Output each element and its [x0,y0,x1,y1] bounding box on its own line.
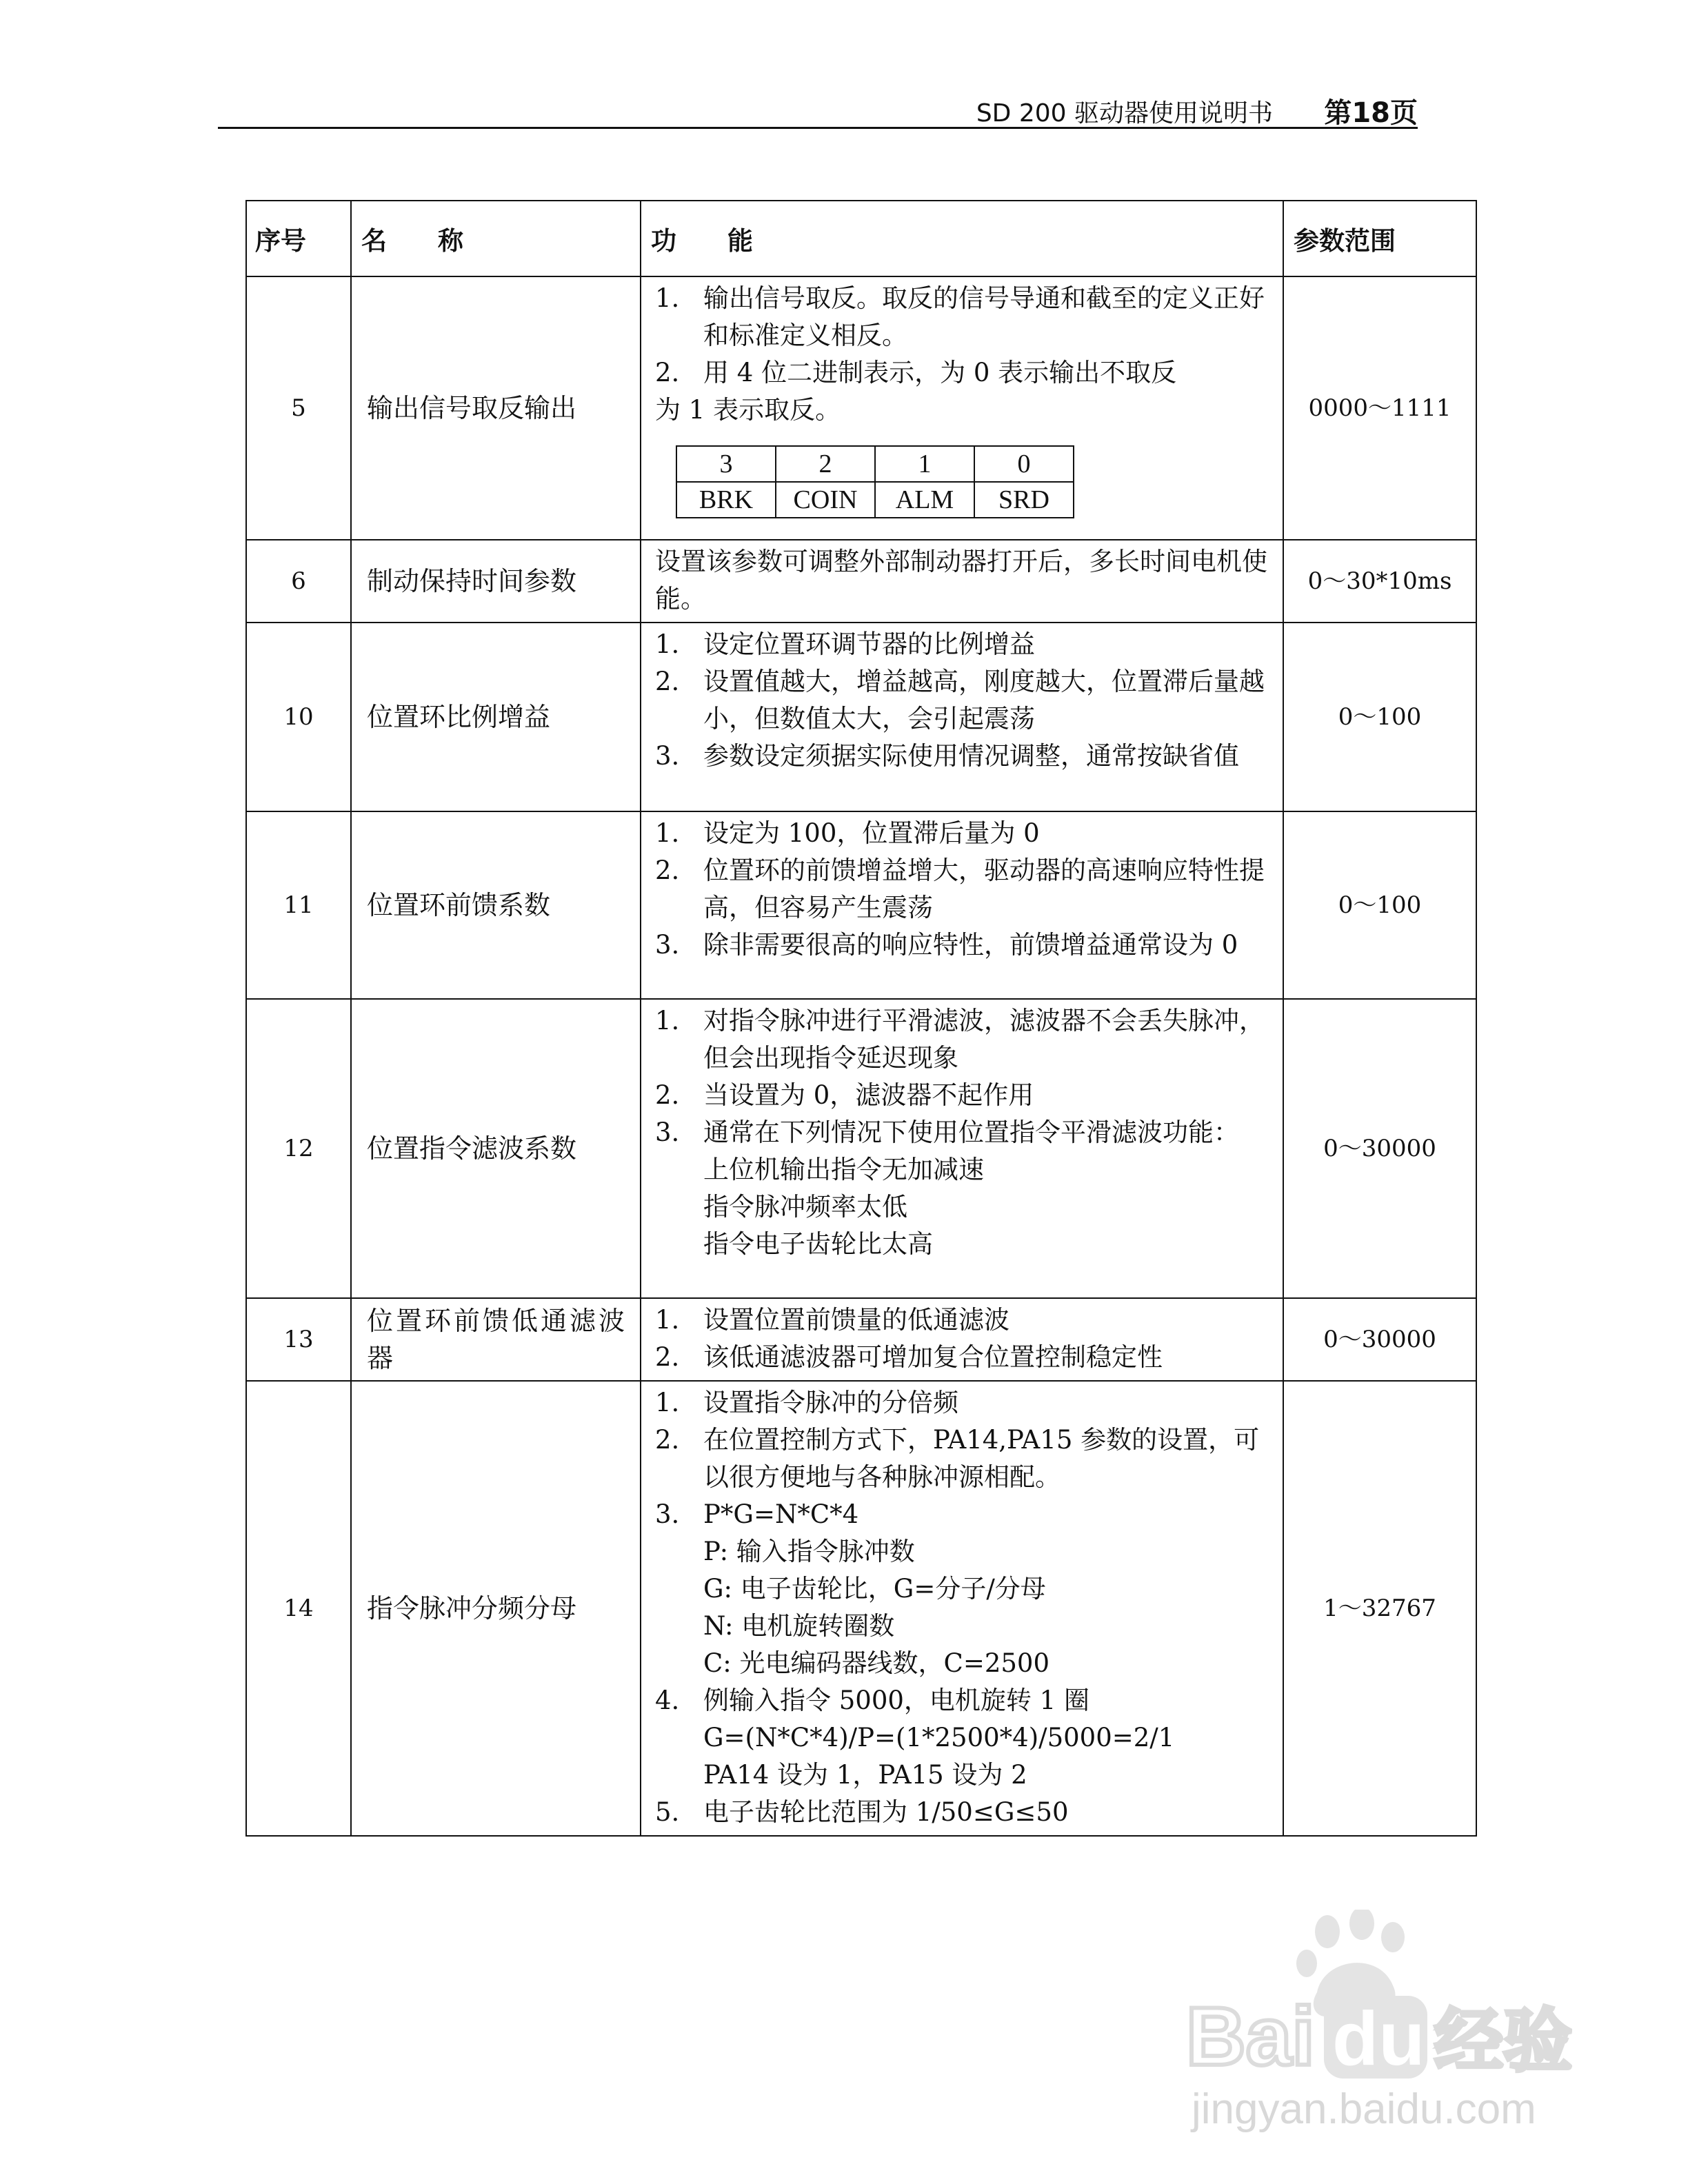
bit-index: 0 [974,446,1074,482]
list-item: 2. 当设置为 0，滤波器不起作用 [655,1080,1034,1110]
page-number: 第18页 [1324,97,1418,129]
sub-line: C: 光电编码器线数，C=2500 [703,1648,1050,1678]
bit-table [676,445,1074,518]
row-name: 位置指令滤波系数 [351,999,641,1298]
row-name: 指令脉冲分频分母 [351,1381,641,1836]
list-item: 1. 对指令脉冲进行平滑滤波，滤波器不会丢失脉冲，但会出现指令延迟现象 [655,1006,1265,1073]
row-range: 0～30*10ms [1283,540,1476,623]
row-function: 设置该参数可调整外部制动器打开后，多长时间电机使能。 [641,540,1283,623]
watermark-jingyan: 经验 [1434,2001,1572,2081]
header-name: 名 称 [351,201,641,276]
list-item: 5. 电子齿轮比范围为 1/50≤G≤50 [655,1797,1069,1827]
page-header [218,88,1418,129]
row-function [641,1298,1283,1381]
row-range: 0000～1111 [1283,276,1476,540]
list-item: 2. 用 4 位二进制表示，为 0 表示输出不取反 [655,358,1177,387]
list-item: 1. 设置位置前馈量的低通滤波 [655,1305,1009,1335]
list-item: 3. 参数设定须据实际使用情况调整，通常按缺省值 [655,741,1239,771]
row-no: 6 [246,540,351,623]
row-no: 5 [246,276,351,540]
table-header-row [246,201,1476,276]
watermark-brand: Bai [1186,1990,1315,2083]
watermark-du: du [1332,1996,1425,2081]
list-item: 3. P*G=N*C*4 [655,1499,859,1529]
bit-name: BRK [676,482,776,518]
row-name: 位置环前馈系数 [351,811,641,999]
table-row [246,999,1476,1298]
sub-line: 上位机输出指令无加减速 [703,1155,984,1184]
sub-line: PA14 设为 1，PA15 设为 2 [703,1760,1027,1790]
list-item: 2. 在位置控制方式下，PA14,PA15 参数的设置，可以很方便地与各种脉冲源相配。 [655,1425,1260,1492]
sub-line: P: 输入指令脉冲数 [703,1537,915,1566]
table-row [246,540,1476,623]
header-func: 功 能 [641,201,1283,276]
row-range: 0～30000 [1283,1298,1476,1381]
sub-line: G=(N*C*4)/P=(1*2500*4)/5000=2/1 [703,1723,1175,1752]
parameter-table [245,200,1477,1837]
row-range: 0～30000 [1283,999,1476,1298]
list-item: 1. 输出信号取反。取反的信号导通和截至的定义正好和标准定义相反。 [655,283,1265,350]
row-range: 0～100 [1283,623,1476,811]
row-no: 12 [246,999,351,1298]
list-item: 2. 该低通滤波器可增加复合位置控制稳定性 [655,1342,1163,1372]
table-row [246,811,1476,999]
row-name: 制动保持时间参数 [351,540,641,623]
row-function [641,811,1283,999]
row-function [641,623,1283,811]
bit-name: COIN [776,482,875,518]
bit-index: 2 [776,446,875,482]
sub-line: G: 电子齿轮比，G=分子/分母 [703,1574,1046,1604]
row-function [641,276,1283,540]
watermark-url: jingyan.baidu.com [1192,2085,1536,2133]
row-no: 10 [246,623,351,811]
header-range: 参数范围 [1283,201,1476,276]
bit-index: 3 [676,446,776,482]
row-no: 14 [246,1381,351,1836]
row-range: 0～100 [1283,811,1476,999]
list-item: 2. 位置环的前馈增益增大，驱动器的高速响应特性提高，但容易产生震荡 [655,856,1265,922]
row-function [641,999,1283,1298]
row-name: 位置环前馈低通滤波器 [351,1298,641,1381]
table-row [246,1298,1476,1381]
row-function [641,1381,1283,1836]
sub-line: 指令电子齿轮比太高 [703,1229,933,1259]
list-item: 2. 设置值越大，增益越高，刚度越大，位置滞后量越小，但数值太大，会引起震荡 [655,667,1265,734]
sub-line: 指令脉冲频率太低 [703,1192,907,1222]
header-no: 序号 [246,201,351,276]
list-item: 1. 设定位置环调节器的比例增益 [655,629,1035,659]
table-row [246,623,1476,811]
table-row [246,276,1476,540]
row-no: 11 [246,811,351,999]
row-range: 1～32767 [1283,1381,1476,1836]
function-text: 为 1 表示取反。 [655,395,841,425]
row-name: 位置环比例增益 [351,623,641,811]
list-item: 3. 通常在下列情况下使用位置指令平滑滤波功能： [655,1118,1239,1147]
baidu-watermark-logo [1186,1910,1572,2137]
row-name: 输出信号取反输出 [351,276,641,540]
document-title: SD 200 驱动器使用说明书 [976,99,1273,128]
bit-name: SRD [974,482,1074,518]
row-no: 13 [246,1298,351,1381]
sub-line: N: 电机旋转圈数 [703,1611,895,1641]
table-row [246,1381,1476,1836]
bit-index: 1 [875,446,974,482]
bit-name: ALM [875,482,974,518]
list-item: 3. 除非需要很高的响应特性，前馈增益通常设为 0 [655,930,1238,960]
list-item: 1. 设定为 100，位置滞后量为 0 [655,818,1040,848]
list-item: 4. 例输入指令 5000，电机旋转 1 圈 [655,1686,1089,1715]
list-item: 1. 设置指令脉冲的分倍频 [655,1388,958,1417]
